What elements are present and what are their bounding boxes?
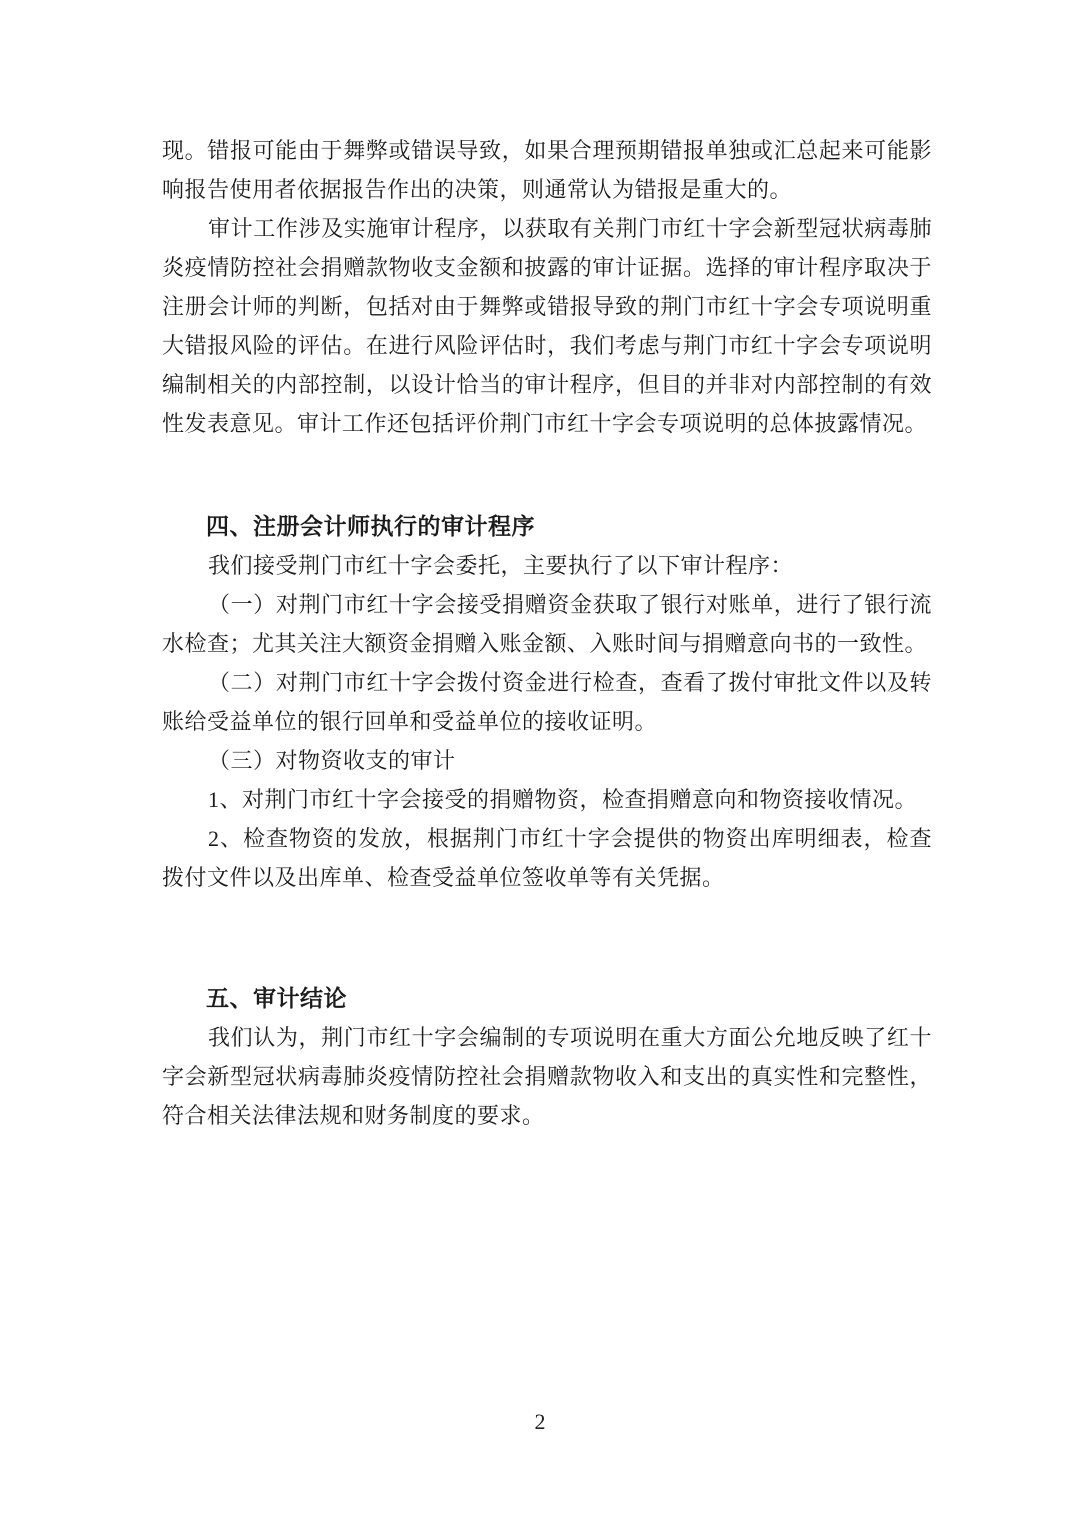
paragraph-conclusion: 我们认为，荆门市红十字会编制的专项说明在重大方面公允地反映了红十字会新型冠状病毒肺炎疫情防控社会捐赠款物收入和支出的真实性和完整性，符合相关法律法规和财务制度的要求。 xyxy=(162,1025,932,1128)
document-body xyxy=(162,131,932,1135)
list-item-procedure-3-sub-1: 1、对荆门市红十字会接受的捐赠物资，检查捐赠意向和物资接收情况。 xyxy=(208,787,918,812)
page-number: 2 xyxy=(534,1409,546,1434)
paragraph-continuation: 现。错报可能由于舞弊或错误导致，如果合理预期错报单独或汇总起来可能影响报告使用者依据报告作出的决策，则通常认为错报是重大的。 xyxy=(162,138,932,202)
list-item-procedure-3: （三）对物资收支的审计 xyxy=(208,748,456,773)
list-item-procedure-3-sub-2: 2、检查物资的发放，根据荆门市红十字会提供的物资出库明细表，检查拨付文件以及出库单、检查受益单位签收单等有关凭据。 xyxy=(162,826,932,890)
section-heading-4: 四、注册会计师执行的审计程序 xyxy=(206,513,535,539)
paragraph-audit-work: 审计工作涉及实施审计程序，以获取有关荆门市红十字会新型冠状病毒肺炎疫情防控社会捐赠款物收支金额和披露的审计证据。选择的审计程序取决于注册会计师的判断，包括对由于舞弊或错报导致的荆门市红十字会专项说明重大错报风险的评估。在进行风险评估时，我们考虑与荆门市红十字会专项说明编制相关的内部控制，以设计恰当的审计程序，但目的并非对内部控制的有效性发表意见。审计工作还包括评价荆门市红十字会专项说明的总体披露情况。 xyxy=(162,216,932,436)
section-heading-5: 五、审计结论 xyxy=(206,985,347,1011)
paragraph-section4-intro: 我们接受荆门市红十字会委托，主要执行了以下审计程序： xyxy=(208,553,794,578)
list-item-procedure-2: （二）对荆门市红十字会拨付资金进行检查，查看了拨付审批文件以及转账给受益单位的银行回单和受益单位的接收证明。 xyxy=(162,670,932,734)
list-item-procedure-1: （一）对荆门市红十字会接受捐赠资金获取了银行对账单，进行了银行流水检查；尤其关注大额资金捐赠入账金额、入账时间与捐赠意向书的一致性。 xyxy=(162,592,932,656)
